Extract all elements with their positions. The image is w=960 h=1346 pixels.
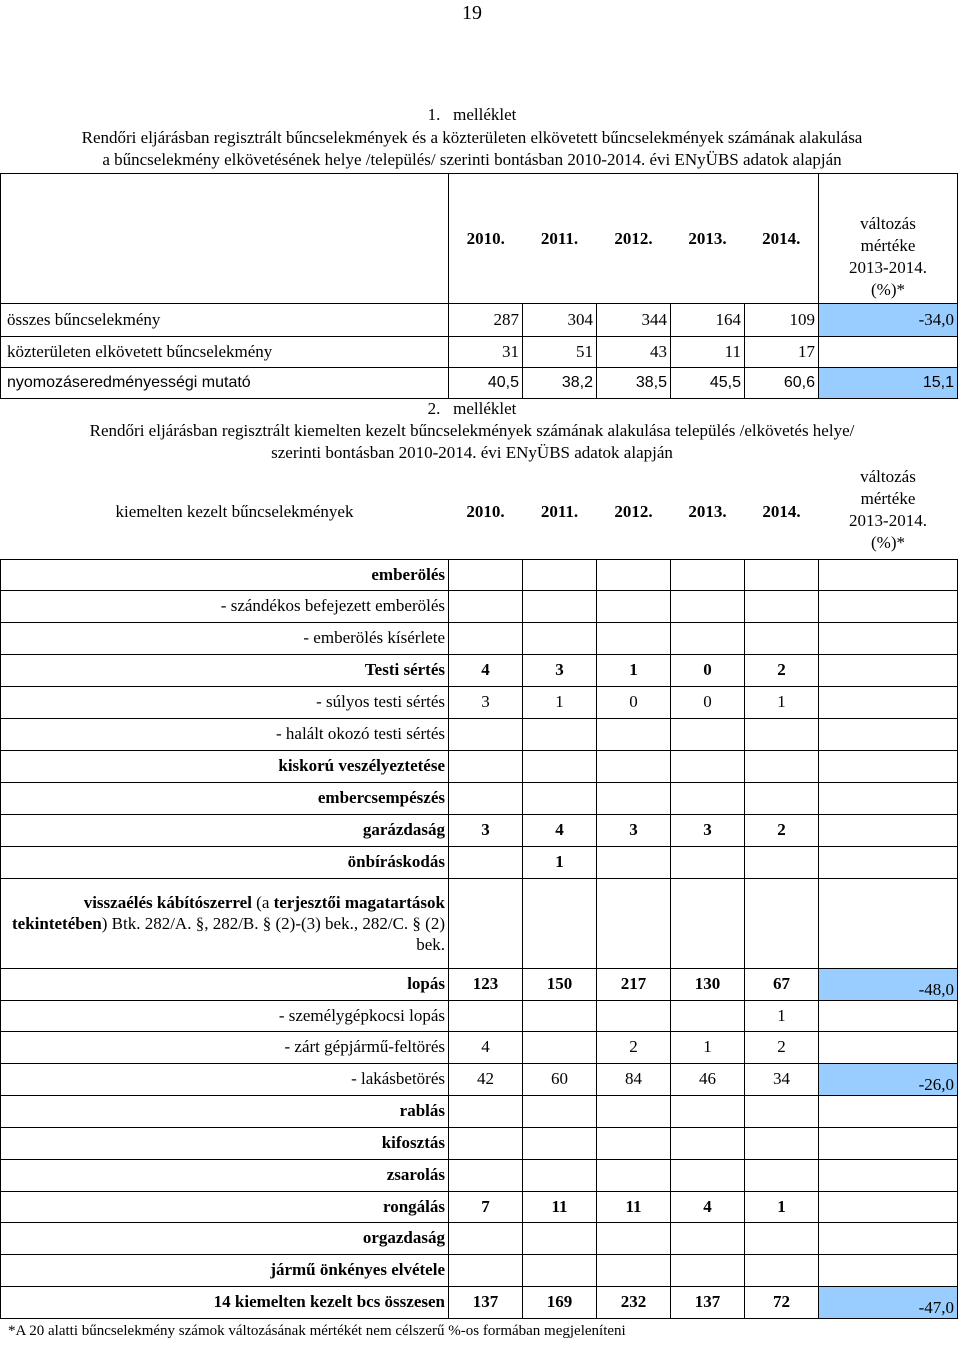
cell-2010: 4 bbox=[449, 1031, 523, 1063]
cell-2014 bbox=[745, 622, 819, 654]
annex2-table-body bbox=[1, 559, 958, 1318]
annex1-year-header: 2012. bbox=[597, 174, 671, 304]
cell-2011: 150 bbox=[523, 968, 597, 1000]
cell-2010 bbox=[449, 718, 523, 750]
cell-2010 bbox=[449, 1127, 523, 1159]
cell-2010: 3 bbox=[449, 814, 523, 846]
cell-2012 bbox=[597, 1222, 671, 1254]
cell-2014: 60,6 bbox=[745, 368, 819, 399]
cell-2010 bbox=[449, 1222, 523, 1254]
cell-2014 bbox=[745, 559, 819, 590]
table-row bbox=[1, 590, 958, 622]
cell-2014: 2 bbox=[745, 654, 819, 686]
row-label: kifosztás bbox=[1, 1127, 449, 1159]
cell-2012: 217 bbox=[597, 968, 671, 1000]
annex2-year-header: 2011. bbox=[540, 502, 579, 522]
cell-2011 bbox=[523, 590, 597, 622]
change-header-line: változás bbox=[860, 214, 916, 233]
cell-2012: 344 bbox=[597, 304, 671, 337]
cell-change bbox=[819, 782, 958, 814]
row-label: jármű önkényes elvétele bbox=[1, 1254, 449, 1286]
cell-2010 bbox=[449, 559, 523, 590]
cell-2011 bbox=[523, 1095, 597, 1127]
cell-2011: 51 bbox=[523, 337, 597, 368]
cell-2011 bbox=[523, 1000, 597, 1031]
cell-2011 bbox=[523, 1254, 597, 1286]
row-label-bold-part: visszaélés kábítószerrel bbox=[83, 892, 252, 912]
cell-2011: 1 bbox=[523, 846, 597, 878]
cell-2011: 304 bbox=[523, 304, 597, 337]
change-header-line: változás bbox=[860, 467, 916, 486]
cell-2010: 123 bbox=[449, 968, 523, 1000]
cell-2011 bbox=[523, 622, 597, 654]
row-label: Testi sértés bbox=[1, 654, 449, 686]
cell-change bbox=[819, 878, 958, 968]
cell-2010 bbox=[449, 750, 523, 782]
table-row bbox=[1, 622, 958, 654]
annex1-year-header: 2010. bbox=[449, 174, 523, 304]
cell-change bbox=[819, 1127, 958, 1159]
cell-2011 bbox=[523, 718, 597, 750]
row-label: - súlyos testi sértés bbox=[1, 686, 449, 718]
cell-2010: 31 bbox=[449, 337, 523, 368]
cell-2013: 4 bbox=[671, 1191, 745, 1222]
cell-change bbox=[819, 686, 958, 718]
change-header-line: (%)* bbox=[871, 533, 905, 552]
annex1-change-header bbox=[819, 174, 958, 304]
table-row bbox=[1, 1031, 958, 1063]
table-row bbox=[1, 559, 958, 590]
annex2-number: 2. bbox=[427, 399, 441, 418]
row-label: nyomozáseredményességi mutató bbox=[1, 368, 449, 399]
table-row bbox=[1, 1191, 958, 1222]
cell-2012 bbox=[597, 718, 671, 750]
table-row bbox=[1, 1159, 958, 1191]
annex1-year-header: 2013. bbox=[671, 174, 745, 304]
cell-2010 bbox=[449, 782, 523, 814]
cell-2014 bbox=[745, 1127, 819, 1159]
cell-2010: 40,5 bbox=[449, 368, 523, 399]
annex2-year-header: 2013. bbox=[688, 502, 727, 522]
cell-2012 bbox=[597, 1254, 671, 1286]
cell-2010: 4 bbox=[449, 654, 523, 686]
cell-change bbox=[819, 337, 958, 368]
change-header-line: (%)* bbox=[871, 280, 905, 299]
cell-change bbox=[819, 814, 958, 846]
cell-change bbox=[819, 718, 958, 750]
cell-change bbox=[819, 590, 958, 622]
cell-2012 bbox=[597, 750, 671, 782]
table-row bbox=[1, 1000, 958, 1031]
row-label: lopás bbox=[1, 968, 449, 1000]
annex2-header-row bbox=[1, 466, 958, 559]
cell-2012: 11 bbox=[597, 1191, 671, 1222]
annex2-table bbox=[0, 466, 958, 1319]
cell-2012: 43 bbox=[597, 337, 671, 368]
cell-2013 bbox=[671, 782, 745, 814]
table-row bbox=[1, 1286, 958, 1318]
cell-2012: 84 bbox=[597, 1063, 671, 1095]
annex1-header-row bbox=[1, 174, 958, 304]
cell-2013 bbox=[671, 846, 745, 878]
cell-2010 bbox=[449, 878, 523, 968]
cell-2013 bbox=[671, 559, 745, 590]
annex2-heading bbox=[0, 398, 944, 420]
table-row bbox=[1, 750, 958, 782]
cell-change bbox=[819, 1191, 958, 1222]
cell-2014 bbox=[745, 750, 819, 782]
cell-change bbox=[819, 559, 958, 590]
annex2-year-header: 2012. bbox=[614, 502, 653, 522]
row-label: kiskorú veszélyeztetése bbox=[1, 750, 449, 782]
row-label: önbíráskodás bbox=[1, 846, 449, 878]
cell-2012 bbox=[597, 1127, 671, 1159]
cell-2011 bbox=[523, 1031, 597, 1063]
cell-2013: 137 bbox=[671, 1286, 745, 1318]
cell-2012: 3 bbox=[597, 814, 671, 846]
change-header-line: 2013-2014. bbox=[849, 258, 927, 277]
cell-2014: 34 bbox=[745, 1063, 819, 1095]
cell-change: -34,0 bbox=[819, 304, 958, 337]
table-row bbox=[1, 782, 958, 814]
annex1-title-line1: Rendőri eljárásban regisztrált bűncselekmények és a közterületen elkövetett bűncselekmények számának alakulása bbox=[81, 128, 863, 147]
row-label: embercsempészés bbox=[1, 782, 449, 814]
cell-2012 bbox=[597, 622, 671, 654]
annex1-heading bbox=[0, 104, 944, 126]
row-label: - szándékos befejezett emberölés bbox=[1, 590, 449, 622]
cell-change bbox=[819, 750, 958, 782]
cell-2010 bbox=[449, 622, 523, 654]
cell-2014 bbox=[745, 1222, 819, 1254]
cell-2011 bbox=[523, 1159, 597, 1191]
table-row bbox=[1, 846, 958, 878]
cell-2013 bbox=[671, 718, 745, 750]
cell-2012: 2 bbox=[597, 1031, 671, 1063]
cell-2013 bbox=[671, 1159, 745, 1191]
cell-2014: 109 bbox=[745, 304, 819, 337]
cell-change bbox=[819, 1000, 958, 1031]
annex1-number: 1. bbox=[427, 105, 441, 124]
cell-2013: 1 bbox=[671, 1031, 745, 1063]
row-label-part: (a bbox=[251, 892, 274, 912]
annex2-title-line1: Rendőri eljárásban regisztrált kiemelten kezelt bűncselekmények számának alakulása település /elkövetés helye/ bbox=[89, 421, 855, 440]
table-row bbox=[1, 878, 958, 968]
table-row bbox=[1, 1254, 958, 1286]
cell-2013 bbox=[671, 590, 745, 622]
table-row bbox=[1, 304, 958, 337]
cell-2011: 1 bbox=[523, 686, 597, 718]
cell-2014: 72 bbox=[745, 1286, 819, 1318]
cell-2011: 60 bbox=[523, 1063, 597, 1095]
row-label: - halált okozó testi sértés bbox=[1, 718, 449, 750]
cell-2012 bbox=[597, 1000, 671, 1031]
table-row bbox=[1, 1095, 958, 1127]
row-label: garázdaság bbox=[1, 814, 449, 846]
cell-2013: 0 bbox=[671, 654, 745, 686]
cell-2013: 46 bbox=[671, 1063, 745, 1095]
cell-2010 bbox=[449, 1000, 523, 1031]
row-label-bold-part: terjesztői magatartások tekintetében bbox=[12, 892, 445, 933]
cell-2014: 1 bbox=[745, 1000, 819, 1031]
cell-2012: 38,5 bbox=[597, 368, 671, 399]
cell-2013: 3 bbox=[671, 814, 745, 846]
cell-change: -47,0 bbox=[819, 1286, 958, 1318]
cell-2013 bbox=[671, 1000, 745, 1031]
cell-2011: 11 bbox=[523, 1191, 597, 1222]
cell-2011: 4 bbox=[523, 814, 597, 846]
annex1-header-empty bbox=[1, 174, 449, 304]
cell-change bbox=[819, 622, 958, 654]
cell-change: -48,0 bbox=[819, 968, 958, 1000]
cell-2014: 67 bbox=[745, 968, 819, 1000]
cell-2014 bbox=[745, 1159, 819, 1191]
cell-2011: 38,2 bbox=[523, 368, 597, 399]
cell-change bbox=[819, 1095, 958, 1127]
row-label: - emberölés kísérlete bbox=[1, 622, 449, 654]
annex1-year-header: 2011. bbox=[523, 174, 597, 304]
row-label: orgazdaság bbox=[1, 1222, 449, 1254]
cell-2011 bbox=[523, 1127, 597, 1159]
table-row bbox=[1, 718, 958, 750]
cell-2010: 3 bbox=[449, 686, 523, 718]
row-label: összes bűncselekmény bbox=[1, 304, 449, 337]
annex1-year-header: 2014. bbox=[745, 174, 819, 304]
change-header-line: mértéke bbox=[860, 489, 916, 508]
cell-2011 bbox=[523, 750, 597, 782]
cell-2010 bbox=[449, 1254, 523, 1286]
table-row bbox=[1, 1222, 958, 1254]
cell-2010: 42 bbox=[449, 1063, 523, 1095]
row-label: - személygépkocsi lopás bbox=[1, 1000, 449, 1031]
row-label: közterületen elkövetett bűncselekmény bbox=[1, 337, 449, 368]
annex2-title-line2: szerinti bontásban 2010-2014. évi ENyÜBS adatok alapján bbox=[271, 443, 673, 462]
row-label: emberölés bbox=[1, 559, 449, 590]
cell-2010 bbox=[449, 590, 523, 622]
cell-2013 bbox=[671, 878, 745, 968]
row-label: rablás bbox=[1, 1095, 449, 1127]
cell-2010 bbox=[449, 1159, 523, 1191]
cell-2012 bbox=[597, 846, 671, 878]
annex2-header-label: kiemelten kezelt bűncselekmények bbox=[115, 502, 354, 522]
cell-change: 15,1 bbox=[819, 368, 958, 399]
cell-2010: 137 bbox=[449, 1286, 523, 1318]
row-label-part: ) Btk. 282/A. §, 282/B. § (2)-(3) bek., 282/C. § (2) bek. bbox=[101, 913, 445, 954]
cell-2014: 2 bbox=[745, 814, 819, 846]
row-label: - lakásbetörés bbox=[1, 1063, 449, 1095]
cell-2010: 287 bbox=[449, 304, 523, 337]
cell-2012: 0 bbox=[597, 686, 671, 718]
cell-2011 bbox=[523, 878, 597, 968]
cell-2013 bbox=[671, 1127, 745, 1159]
table-row bbox=[1, 337, 958, 368]
table-row bbox=[1, 654, 958, 686]
cell-2014 bbox=[745, 590, 819, 622]
row-label: 14 kiemelten kezelt bcs összesen bbox=[1, 1286, 449, 1318]
table-row bbox=[1, 1127, 958, 1159]
table-row bbox=[1, 686, 958, 718]
cell-2013: 11 bbox=[671, 337, 745, 368]
cell-2013 bbox=[671, 1254, 745, 1286]
cell-2011 bbox=[523, 559, 597, 590]
row-label: rongálás bbox=[1, 1191, 449, 1222]
cell-2014 bbox=[745, 878, 819, 968]
cell-2012: 1 bbox=[597, 654, 671, 686]
table-row bbox=[1, 368, 958, 399]
cell-2014 bbox=[745, 782, 819, 814]
row-label bbox=[1, 878, 449, 968]
cell-2013: 164 bbox=[671, 304, 745, 337]
change-header-line: 2013-2014. bbox=[849, 511, 927, 530]
cell-2014: 1 bbox=[745, 686, 819, 718]
cell-2014 bbox=[745, 846, 819, 878]
annex2-label: melléklet bbox=[453, 399, 517, 418]
cell-2012: 232 bbox=[597, 1286, 671, 1318]
cell-change bbox=[819, 654, 958, 686]
cell-2011: 169 bbox=[523, 1286, 597, 1318]
cell-2013 bbox=[671, 750, 745, 782]
table-row bbox=[1, 814, 958, 846]
annex1-label: melléklet bbox=[453, 105, 517, 124]
cell-2012 bbox=[597, 559, 671, 590]
annex2-change-header bbox=[819, 466, 958, 559]
cell-change bbox=[819, 1254, 958, 1286]
table-row bbox=[1, 968, 958, 1000]
cell-2013 bbox=[671, 622, 745, 654]
cell-2013 bbox=[671, 1095, 745, 1127]
cell-2014: 17 bbox=[745, 337, 819, 368]
row-label: - zárt gépjármű-feltörés bbox=[1, 1031, 449, 1063]
cell-2011 bbox=[523, 782, 597, 814]
cell-2014 bbox=[745, 718, 819, 750]
cell-change bbox=[819, 1222, 958, 1254]
annex1-table bbox=[0, 173, 958, 399]
cell-2013: 45,5 bbox=[671, 368, 745, 399]
cell-2012 bbox=[597, 1159, 671, 1191]
cell-change bbox=[819, 1159, 958, 1191]
cell-2011 bbox=[523, 1222, 597, 1254]
cell-2010 bbox=[449, 846, 523, 878]
page-number: 19 bbox=[462, 2, 482, 24]
cell-2011: 3 bbox=[523, 654, 597, 686]
cell-2012 bbox=[597, 590, 671, 622]
change-header-line: mértéke bbox=[860, 236, 916, 255]
cell-change: -26,0 bbox=[819, 1063, 958, 1095]
cell-2014: 1 bbox=[745, 1191, 819, 1222]
cell-2012 bbox=[597, 1095, 671, 1127]
cell-2014: 2 bbox=[745, 1031, 819, 1063]
cell-2012 bbox=[597, 782, 671, 814]
footnote: *A 20 alatti bűncselekmény számok változásának mértékét nem célszerű %-os formában megjeleníteni bbox=[8, 1323, 626, 1339]
table-row bbox=[1, 1063, 958, 1095]
cell-2013: 0 bbox=[671, 686, 745, 718]
cell-2014 bbox=[745, 1254, 819, 1286]
cell-change bbox=[819, 846, 958, 878]
cell-2013: 130 bbox=[671, 968, 745, 1000]
cell-2010 bbox=[449, 1095, 523, 1127]
row-label: zsarolás bbox=[1, 1159, 449, 1191]
annex2-year-header: 2010. bbox=[466, 502, 505, 522]
cell-2013 bbox=[671, 1222, 745, 1254]
cell-2014 bbox=[745, 1095, 819, 1127]
annex1-title-line2: a bűncselekmény elkövetésének helye /település/ szerinti bontásban 2010-2014. évi ENyÜBS adatok alapján bbox=[102, 150, 842, 169]
cell-change bbox=[819, 1031, 958, 1063]
annex2-year-header: 2014. bbox=[762, 502, 801, 522]
cell-2010: 7 bbox=[449, 1191, 523, 1222]
cell-2012 bbox=[597, 878, 671, 968]
